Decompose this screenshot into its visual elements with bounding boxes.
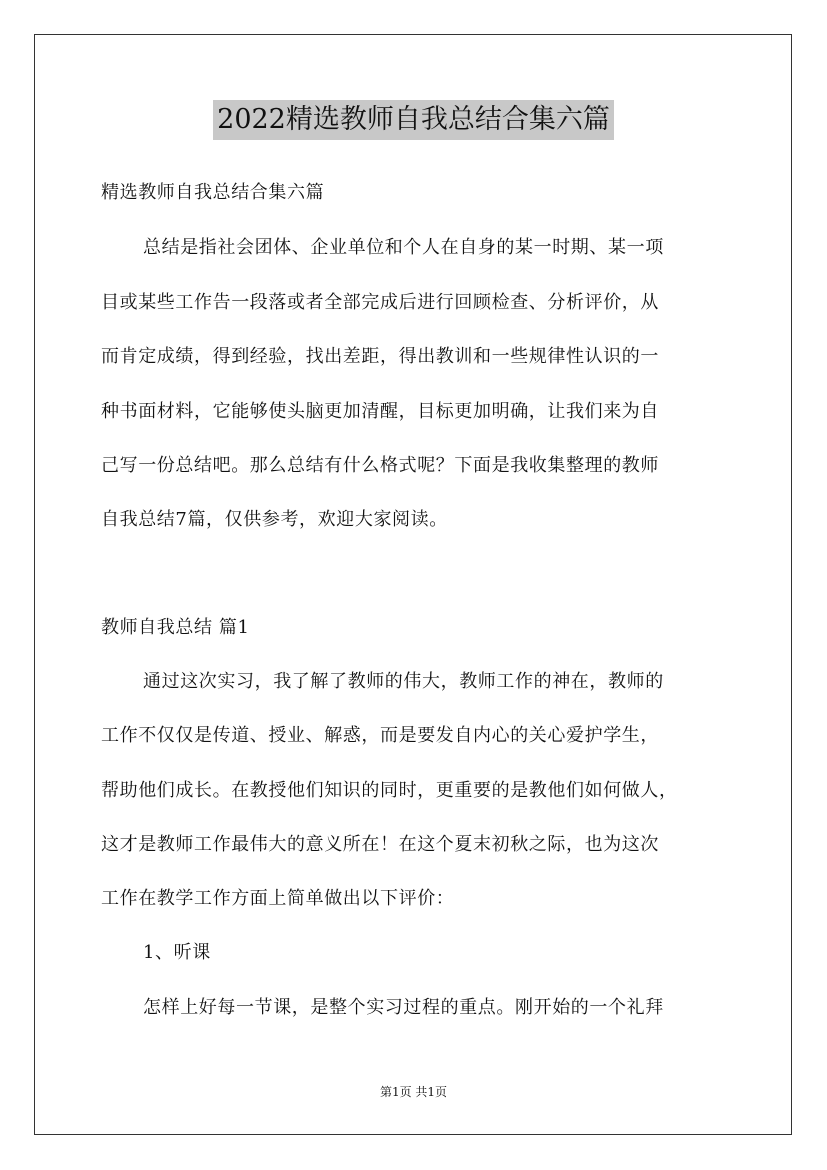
title-container: [0, 100, 827, 140]
section-line: 帮助他们成长。在教授他们知识的同时，更重要的是教他们如何做人，: [101, 780, 678, 801]
section-line: 这才是教师工作最伟大的意义所在！在这个夏末初秋之际，也为这次: [101, 834, 659, 855]
page-number-footer: 第1页 共1页: [379, 1085, 448, 1099]
section-line: 工作在教学工作方面上简单做出以下评价：: [101, 888, 455, 909]
item-line: 怎样上好每一节课，是整个实习过程的重点。刚开始的一个礼拜: [143, 997, 664, 1018]
intro-line: 己写一份总结吧。那么总结有什么格式呢？下面是我收集整理的教师: [101, 455, 659, 476]
intro-line: 而肯定成绩，得到经验，找出差距，得出教训和一些规律性认识的一: [101, 346, 659, 367]
intro-line: 总结是指社会团体、企业单位和个人在自身的某一时期、某一项: [143, 237, 664, 258]
section-heading: 教师自我总结 篇1: [101, 617, 250, 638]
document-title: 2022精选教师自我总结合集六篇: [213, 100, 614, 140]
document-subtitle: 精选教师自我总结合集六篇: [101, 182, 325, 203]
section-line: 工作不仅仅是传道、授业、解惑，而是要发自内心的关心爱护学生，: [101, 725, 659, 746]
intro-line: 自我总结7篇，仅供参考，欢迎大家阅读。: [101, 509, 448, 530]
section-line: 通过这次实习，我了解了教师的伟大，教师工作的神在，教师的: [143, 671, 664, 692]
intro-line: 目或某些工作告一段落或者全部完成后进行回顾检查、分析评价，从: [101, 292, 659, 313]
intro-line: 种书面材料，它能够使头脑更加清醒，目标更加明确，让我们来为自: [101, 401, 659, 422]
item-heading: 1、听课: [143, 942, 211, 963]
